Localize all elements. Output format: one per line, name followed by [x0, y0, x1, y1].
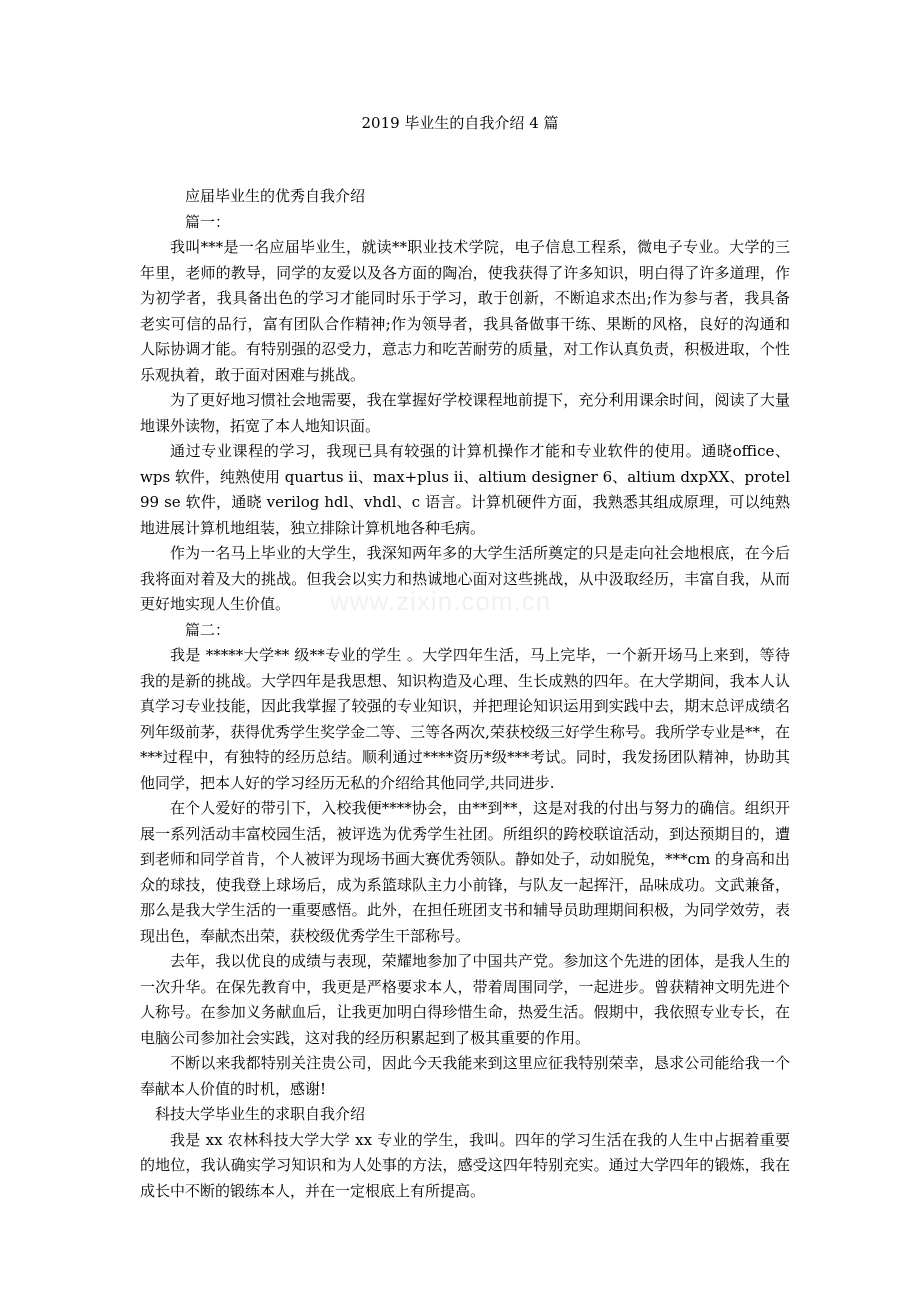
watermark: www.zixin.com.cn — [330, 586, 552, 616]
section-heading-graduate: 应届毕业生的优秀自我介绍 — [185, 187, 366, 205]
paragraph: 我是 xx 农林科技大学大学 xx 专业的学生，我叫。四年的学习生活在我的人生中占据着重要的地位，我认确实学习知识和为人处事的方法，感受这四年特别充实。通过大学四年的锻炼，我在成长中不断的锻练本人，并在一定根底上有所提高。 — [140, 1130, 790, 1200]
part-two-label: 篇二： — [185, 620, 231, 639]
section-heading-tech-university: 科技大学毕业生的求职自我介绍 — [155, 1105, 366, 1123]
paragraph: 不断以来我都特别关注贵公司，因此今天我能来到这里应征我特别荣幸，恳求公司能给我一个奉献本人价值的时机，感谢! — [140, 1054, 790, 1098]
paragraph: 我是 *****大学** 级**专业的学生 。大学四年生活，马上完毕，一个新开场马上来到，等待我的是新的挑战。大学四年是我思想、知识构造及心理、生长成熟的四年。在大学期间，我本人认真学习专业技能，因此我掌握了较强的专业知识，并把理论知识运用到实践中去，期末总评成绩名列年级前茅，获得优秀学生奖学金二等、三等各两次,荣获校级三好学生称号。我所学专业是**，在***过程中，有独特的经历总结。顺利通过****资历*级***考试。同时，我发扬团队精神，协助其他同学，把本人好的学习经历无私的介绍给其他同学,共同进步. — [140, 646, 790, 792]
document-body — [140, 184, 790, 1204]
paragraph: 作为一名马上毕业的大学生，我深知两年多的大学生活所奠定的只是走向社会地根底，在今后我将面对着及大的挑战。但我会以实力和热诚地心面对这些挑战，从中汲取经历，丰富自我，从而更好地实现人生价值。 — [140, 544, 790, 613]
paragraph: 通过专业课程的学习，我现已具有较强的计算机操作才能和专业软件的使用。通晓office、wps 软件，纯熟使用 quartus ii、max+plus ii、altium designer 6、altium dxpXX、protel 99 se 软件，通晓 verilog hdl、vhdl、c 语言。计算机硬件方面，我熟悉其组成原理，可以纯熟地进展计算机地组装，独立排除计算机地各种毛病。 — [140, 442, 790, 537]
paragraph: 去年，我以优良的成绩与表现，荣耀地参加了中国共产党。参加这个先进的团体，是我人生的一次升华。在保先教育中，我更是严格要求本人，带着周围同学，一起进步。曾获精神文明先进个人称号。在参加义务献血后，让我更加明白得珍惜生命，热爱生活。假期中，我依照专业专长，在电脑公司参加社会实践，这对我的经历积累起到了极其重要的作用。 — [140, 952, 790, 1047]
paragraph: 我叫***是一名应届毕业生，就读**职业技术学院，电子信息工程系，微电子专业。大学的三年里，老师的教导，同学的友爱以及各方面的陶冶，使我获得了许多知识，明白得了许多道理，作为初学者，我具备出色的学习才能同时乐于学习，敢于创新，不断追求杰出;作为参与者，我具备老实可信的品行，富有团队合作精神;作为领导者，我具备做事干练、果断的风格，良好的沟通和人际协调才能。有特别强的忍受力，意志力和吃苦耐劳的质量，对工作认真负责，积极进取，个性乐观执着，敢于面对困难与挑战。 — [140, 238, 790, 384]
part-one-label: 篇一： — [185, 212, 231, 231]
paragraph: 在个人爱好的带引下，入校我便****协会，由**到**，这是对我的付出与努力的确信。组织开展一系列活动丰富校园生活，被评选为优秀学生社团。所组织的跨校联谊活动，到达预期目的，遭到老师和同学首肯，个人被评为现场书画大赛优秀领队。静如处子，动如脱兔，***cm 的身高和出众的球技，使我登上球场后，成为系篮球队主力小前锋，与队友一起挥汗，品味成功。文武兼备，那么是我大学生活的一重要感悟。此外，在担任班团支书和辅导员助理期间积极，为同学效劳，表现出色，奉献杰出荣，获校级优秀学生干部称号。 — [140, 799, 790, 945]
document-title: 2019 毕业生的自我介绍 4 篇 — [361, 114, 559, 132]
paragraph: 为了更好地习惯社会地需要，我在掌握好学校课程地前提下，充分利用课余时间，阅读了大量地课外读物，拓宽了本人地知识面。 — [140, 391, 790, 435]
